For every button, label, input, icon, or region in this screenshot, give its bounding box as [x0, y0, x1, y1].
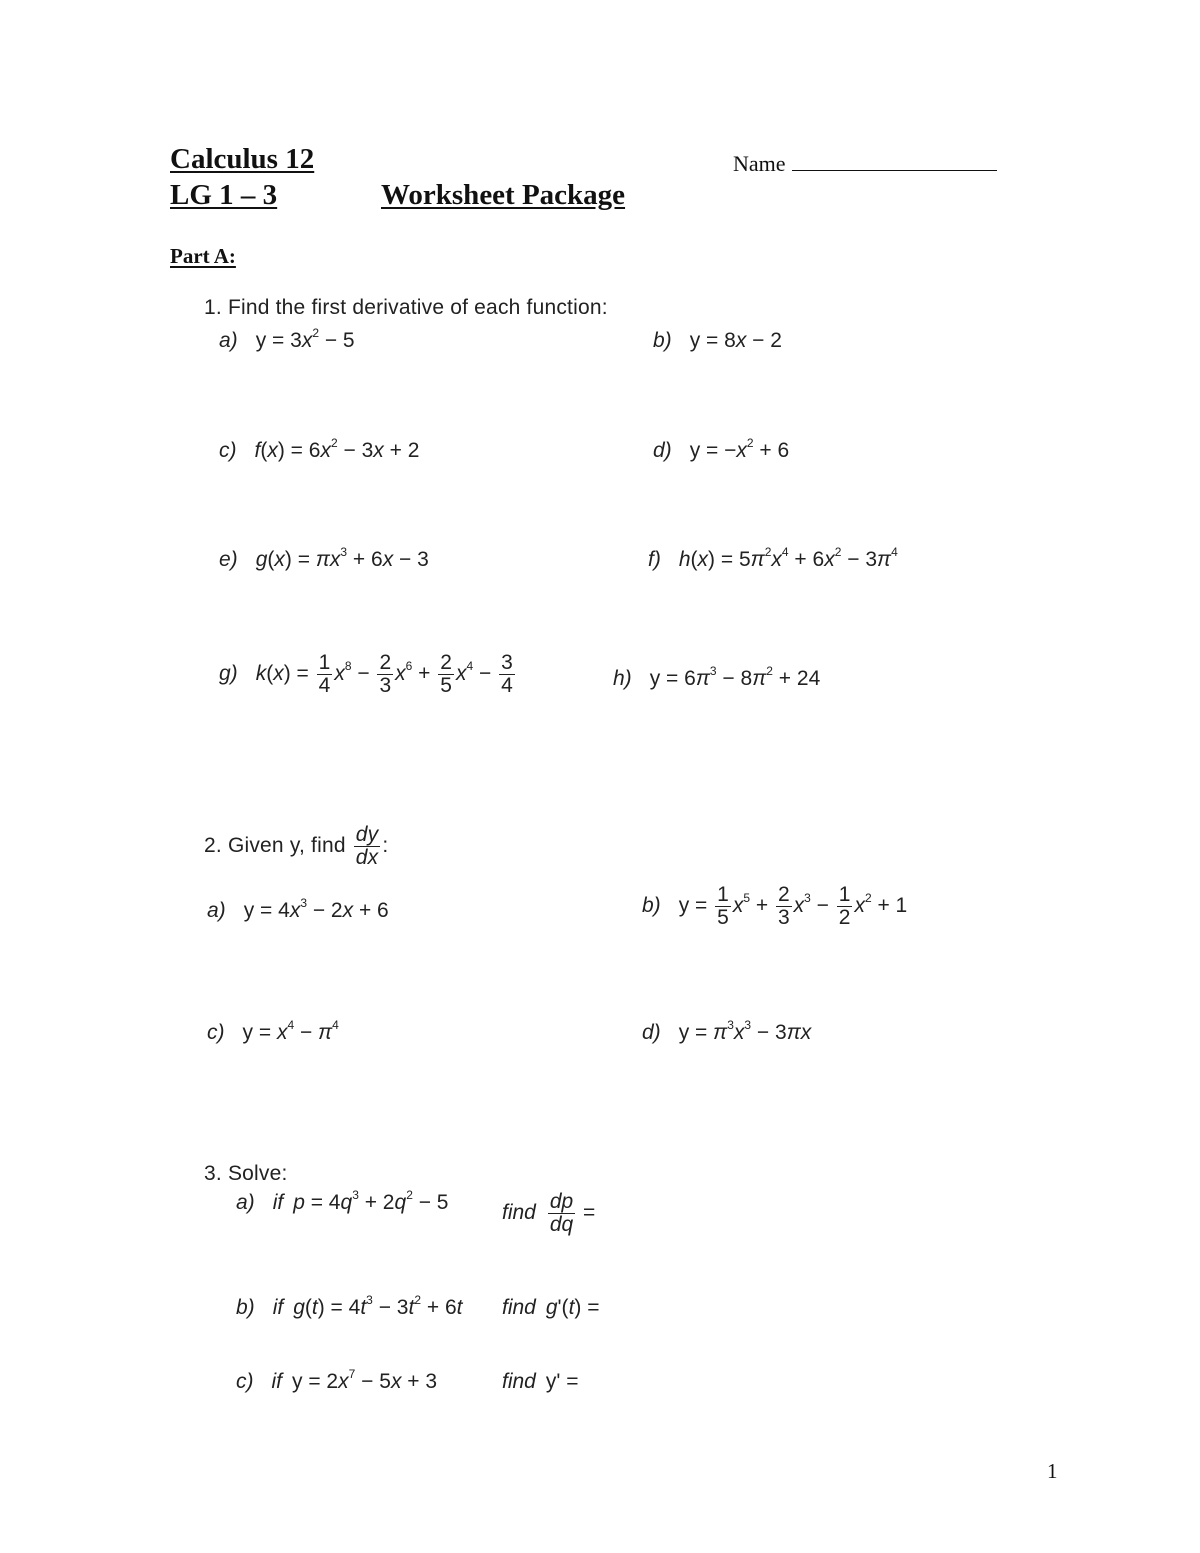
q2-colon: : — [382, 834, 389, 858]
q1-prompt: 1. Find the first derivative of each function: — [204, 296, 608, 319]
q3-item-c: c) if $y = 2x^7 - 5x + 3$ — [236, 1367, 438, 1393]
q2-c-label: c) — [207, 1021, 225, 1044]
q3-prompt: 3. Solve: — [204, 1162, 288, 1185]
q1-e-label: e) — [219, 548, 238, 571]
q1-item-g: g) k(x) = $\frac{1}{4}$ $x^8$ − $\frac{2}{3}$ $x^6$ + $\frac{2}{5}$ $x^4$ − $\frac{3}{4}$ — [219, 651, 513, 698]
q3-a-find: find $\frac{dp}{dq}$ = — [502, 1190, 596, 1237]
q1-item-a: a) $y = 3x^2 - 5$ — [219, 326, 355, 352]
q2-b-label: b) — [642, 894, 661, 918]
q2-item-b: b) y = $\frac{1}{5}$ $x^5$ + $\frac{2}{3}$ $x^3$ − $\frac{1}{2}$ $x^2 + 1$ — [642, 883, 908, 930]
page-number: 1 — [1047, 1459, 1058, 1483]
unit-label: LG 1 – 3 — [170, 179, 278, 211]
q3-c-find: find y' = — [502, 1370, 579, 1393]
q3-a-label: a) — [236, 1191, 255, 1214]
name-label: Name — [733, 151, 786, 176]
q1-item-h: h) $y = 6\pi^3 - 8\pi^2 + 24$ — [613, 664, 821, 690]
worksheet-title: Worksheet Package — [381, 179, 626, 211]
q1-item-b: b) y = 8x − 2 — [653, 329, 782, 352]
q3-b-label: b) — [236, 1296, 255, 1319]
name-line — [792, 169, 997, 171]
q1-item-e: e) $g(x) = \pi x^3 + 6x - 3$ — [219, 545, 429, 571]
q2-prompt-row — [204, 824, 388, 869]
q2-deriv-den: dx — [355, 846, 379, 870]
q1-item-d: d) $y = -x^2 + 6$ — [653, 436, 790, 462]
q1-d-label: d) — [653, 439, 672, 462]
course-title: Calculus 12 — [170, 143, 315, 175]
q1-g-label: g) — [219, 662, 238, 686]
q3-b-find: find g'(t) = — [502, 1296, 600, 1319]
q2-d-label: d) — [642, 1021, 661, 1044]
q2-prompt: 2. Given y, find — [204, 834, 346, 858]
q1-h-label: h) — [613, 667, 632, 690]
q1-f-label: f) — [648, 548, 661, 571]
q3-c-label: c) — [236, 1370, 254, 1393]
name-field[interactable] — [733, 151, 997, 177]
q2-item-a: a) $y = 4x^3 - 2x + 6$ — [207, 896, 389, 922]
q1-b-label: b) — [653, 329, 672, 352]
q2-item-c: c) $y = x^4 - \pi^4$ — [207, 1018, 339, 1044]
q1-a-label: a) — [219, 329, 238, 352]
part-a-heading: Part A: — [170, 244, 236, 268]
q3-item-a: a) if $p = 4q^3 + 2q^2 - 5$ — [236, 1188, 449, 1214]
q2-a-label: a) — [207, 899, 226, 922]
q2-deriv-num: dy — [355, 823, 379, 846]
q1-c-label: c) — [219, 439, 237, 462]
q1-item-f: f) $h(x) = 5\pi^2x^4 + 6x^2 - 3\pi^4$ — [648, 545, 898, 571]
q3-item-b: b) if $g(t) = 4t^3 - 3t^2 + 6t$ — [236, 1293, 463, 1319]
q1-item-c: c) $f(x) = 6x^2 - 3x + 2$ — [219, 436, 420, 462]
q2-item-d: d) $y = \pi^3x^3 - 3\pi x$ — [642, 1018, 812, 1044]
